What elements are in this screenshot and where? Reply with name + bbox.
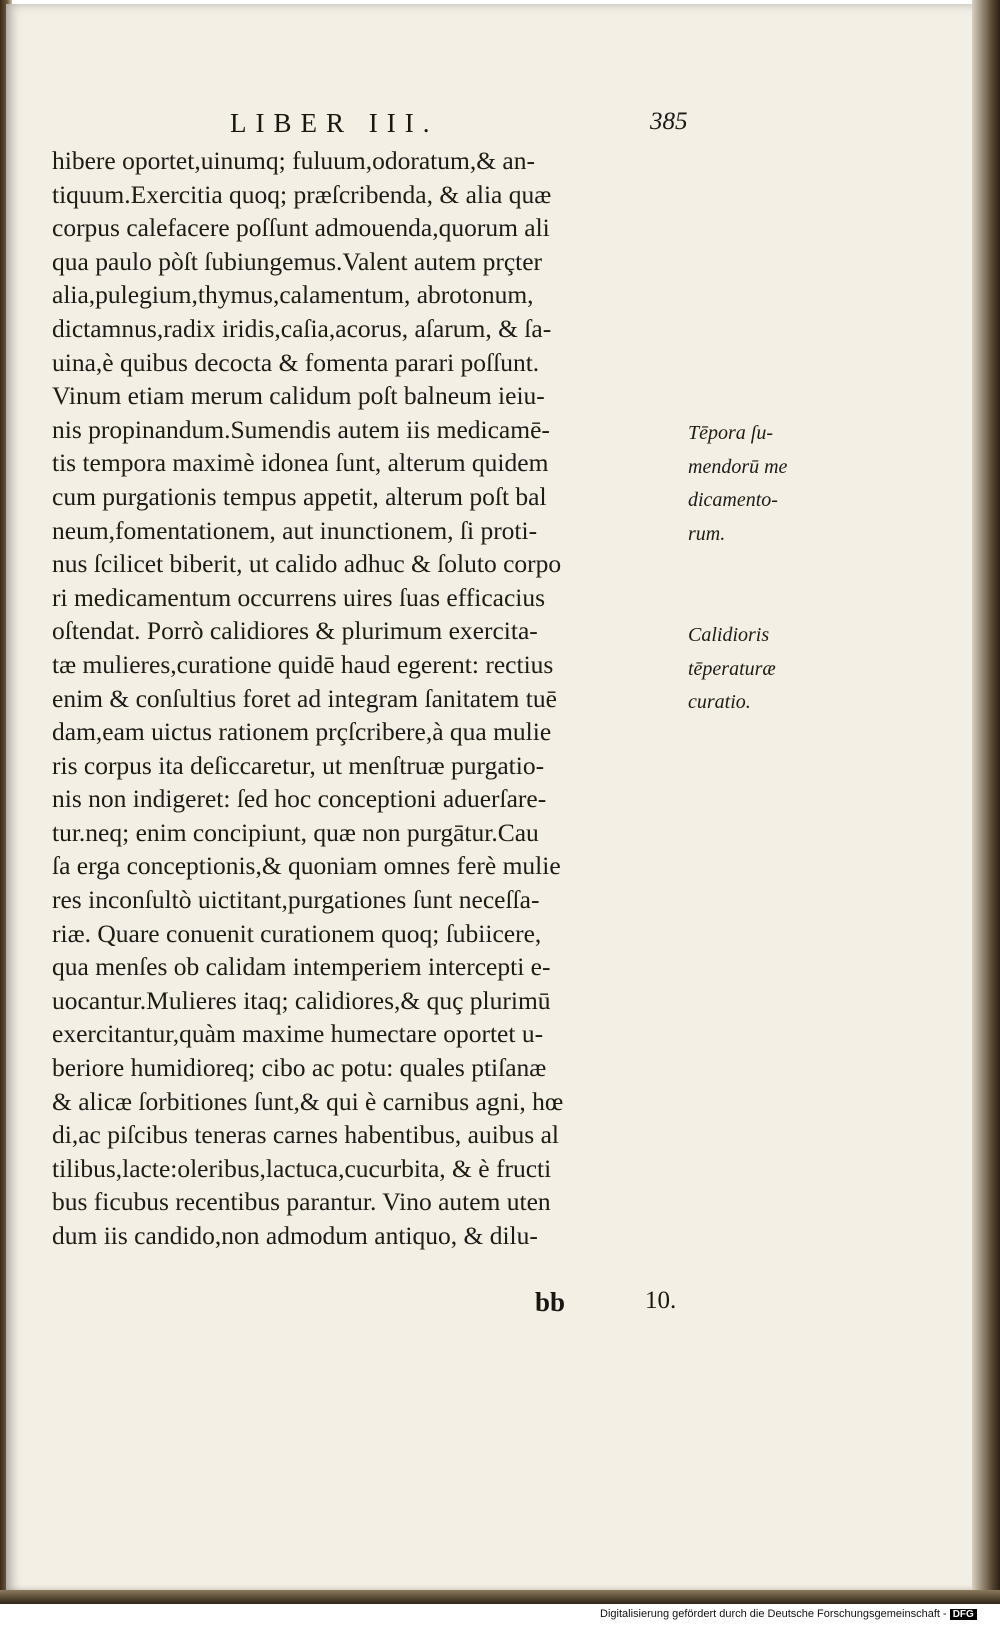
text-line: alia,pulegium,thymus,calamentum, abrotonum, (52, 280, 534, 310)
text-line: & alicæ ſorbitiones ſunt,& qui è carnibus agni, hœ (52, 1086, 564, 1116)
text-line: nis propinandum.Sumendis autem iis medicamē- (52, 414, 550, 444)
text-line: hibere oportet,uinumq; fuluum,odoratum,& an- (52, 146, 535, 175)
text-line: di,ac piſcibus teneras carnes habentibus, auibus al (52, 1120, 559, 1150)
text-line: nus ſcilicet biberit, ut calido adhuc & ſoluto corpo (52, 549, 562, 579)
running-head (230, 108, 700, 144)
footer-credit: Digitalisierung gefördert durch die Deutsche Forschungsgemeinschaft - (600, 1608, 947, 1620)
text-line: dam,eam uictus rationem prçſcribere,à qua mulie (52, 717, 552, 747)
text-line: uocantur.Mulieres itaq; calidiores,& quç plurimū (52, 985, 551, 1015)
text-line: enim & conſultius foret ad integram ſanitatem tuē (52, 683, 557, 713)
text-line: tilibus,lacte:oleribus,lactuca,cucurbita, & è fructi (52, 1153, 552, 1183)
marginal-note-line: tēperaturæ (688, 657, 776, 680)
text-line: res inconſultò uictitant,purgationes ſunt neceſſa- (52, 885, 540, 915)
text-line: dictamnus,radix iridis,caſia,acorus, aſarum, & ſa- (52, 313, 552, 343)
text-line: ris corpus ita deſiccaretur, ut menſtruæ purgatio- (52, 750, 545, 780)
page-number: 385 (650, 108, 688, 135)
text-line: dum iis candido,non admodum antiquo, & dilu- (52, 1221, 538, 1250)
signature-line (535, 1287, 695, 1323)
text-line: ſa erga conceptionis,& quoniam omnes ferè mulie (52, 851, 561, 881)
marginal-note-line: Tēpora ſu- (688, 422, 773, 444)
marginal-note-line: curatio. (688, 691, 751, 714)
signature-mark: bb (535, 1287, 566, 1317)
text-line: tiquum.Exercitia quoq; præſcribenda, & alia quæ (52, 179, 552, 209)
text-line: corpus calefacere poſſunt admouenda,quorum ali (52, 213, 550, 243)
text-line: Vinum etiam merum calidum poſt balneum ieiu- (52, 381, 545, 411)
text-line: ri medicamentum occurrens uires ſuas efficacius (52, 582, 546, 612)
marginal-note-line: dicamento- (688, 489, 778, 512)
marginal-note-line: rum. (688, 522, 726, 545)
text-line: cum purgationis tempus appetit, alterum poſt bal (52, 481, 547, 511)
text-line: riæ. Quare conuenit curationem quoq; ſubiicere, (52, 918, 542, 948)
text-line: tur.neq; enim concipiunt, quæ non purgātur.Cau (52, 817, 539, 847)
text-line: nis non indigeret: ſed hoc conceptioni aduerſare- (52, 784, 547, 814)
text-line: qua paulo pòſt ſubiungemus.Valent autem prçter (52, 246, 543, 276)
dfg-logo: DFG (950, 1609, 977, 1620)
text-line: uina,è quibus decocta & fomenta parari poſſunt. (52, 347, 540, 377)
text-line: tis tempora maximè idonea ſunt, alterum quidem (52, 448, 549, 478)
text-line: beriore humidioreq; cibo ac potu: quales ptiſanæ (52, 1053, 547, 1083)
body-text (52, 144, 682, 1253)
text-line: oſtendat. Porrò calidiores & plurimum exercita- (52, 616, 538, 646)
running-title: LIBER III. (230, 108, 439, 138)
page-edge-shadow (972, 0, 1000, 1600)
marginal-note-tempora (688, 417, 828, 551)
text-line: exercitantur,quàm maxime humectare oportet u- (52, 1019, 544, 1049)
text-line: tæ mulieres,curatione quidē haud egerent: rectius (52, 649, 554, 679)
marginal-note-calidioris (688, 619, 828, 720)
marginal-note-line: Calidioris (688, 624, 770, 646)
text-line: qua menſes ob calidam intemperiem intercepti e- (52, 952, 551, 982)
text-line: bus ficubus recentibus parantur. Vino autem uten (52, 1187, 551, 1217)
page-bottom-edge (0, 1590, 1000, 1604)
catchword: 10. (645, 1287, 677, 1314)
marginal-note-line: mendorū me (688, 455, 788, 478)
digitization-footer (600, 1608, 992, 1624)
text-line: neum,fomentationem, aut inunctionem, ſi proti- (52, 515, 538, 545)
